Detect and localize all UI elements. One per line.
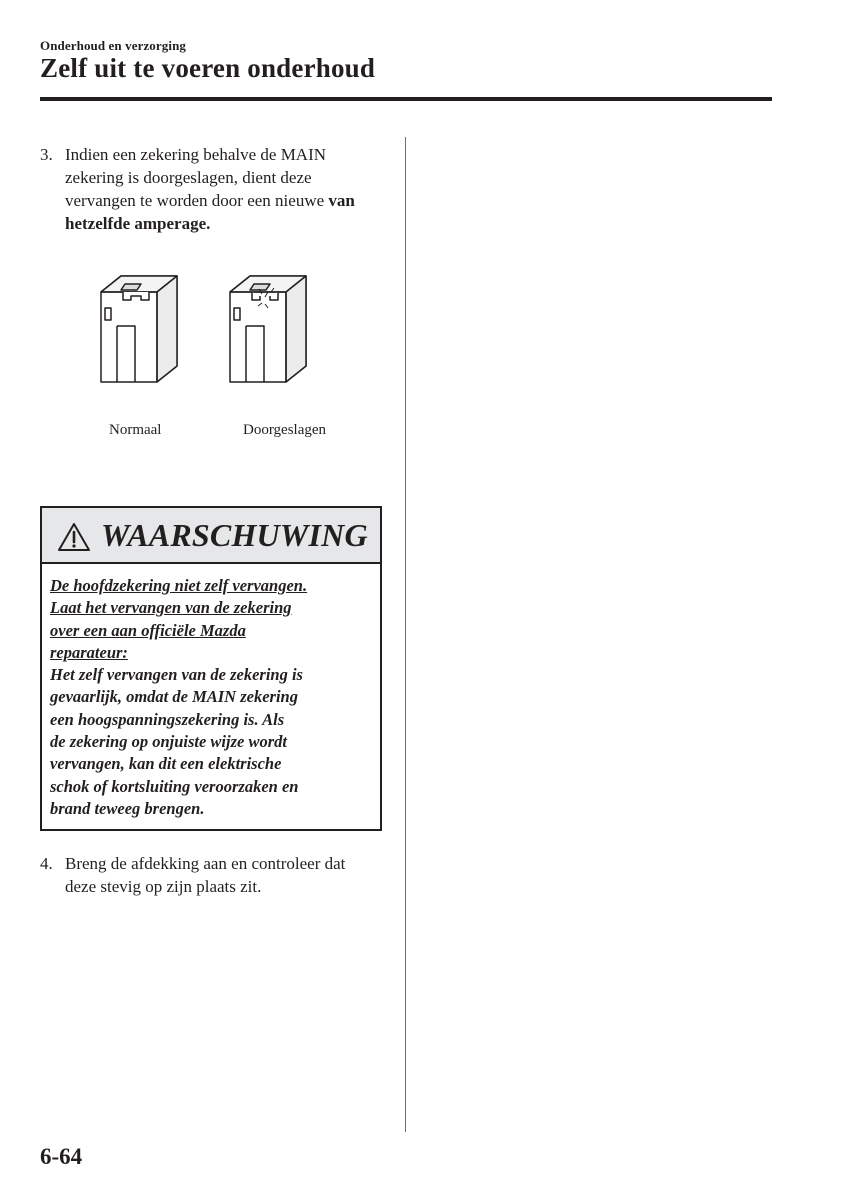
step-4-text: Breng de afdekking aan en controleer dat deze stevig op zijn plaats zit. (65, 854, 346, 896)
warning-triangle-icon (57, 522, 91, 552)
step-4 (40, 852, 380, 898)
page-number: 6-64 (40, 1144, 83, 1169)
step-3-text (65, 143, 380, 235)
warning-line: over een aan officiële Mazda (50, 620, 246, 640)
warning-line: vervangen, kan dit een elektrische (50, 754, 282, 774)
step-3 (40, 143, 380, 235)
warning-line: de zekering op onjuiste wijze wordt (50, 732, 287, 752)
fuse-blown-caption: Doorgeslagen (243, 422, 327, 438)
step-3-plain: Indien een zekering behalve de MAIN zekering is doorgeslagen, dient deze vervangen te worden door een nieuwe (65, 145, 327, 210)
warning-line: De hoofdzekering niet zelf vervangen. (50, 576, 308, 595)
warning-line: een hoogspanningszekering is. Als (50, 709, 285, 729)
warning-title: WAARSCHUWING (101, 517, 368, 553)
page-title: Zelf uit te voeren onderhoud (40, 53, 376, 83)
fuse-blown-illustration (226, 270, 308, 386)
step-3-number: 3. (40, 145, 53, 164)
warning-line: Laat het vervangen van de zekering (50, 598, 292, 618)
column-divider (405, 137, 406, 1132)
warning-line: Het zelf vervangen van de zekering is (50, 665, 303, 685)
warning-line: gevaarlijk, omdat de MAIN zekering (50, 687, 298, 707)
fuse-normal-caption: Normaal (109, 422, 162, 438)
warning-line: reparateur: (50, 642, 128, 662)
warning-header (42, 508, 380, 564)
warning-text (50, 575, 307, 820)
header-rule (40, 97, 772, 101)
warning-line: schok of kortsluiting veroorzaken en (50, 776, 299, 796)
section-label: Onderhoud en verzorging (40, 38, 187, 53)
warning-line: brand teweeg brengen. (50, 798, 205, 818)
warning-box (40, 506, 382, 831)
fuse-normal-illustration (97, 270, 179, 386)
step-4-number: 4. (40, 854, 53, 873)
step-3-bold: van hetzelfde amperage. (65, 191, 355, 233)
